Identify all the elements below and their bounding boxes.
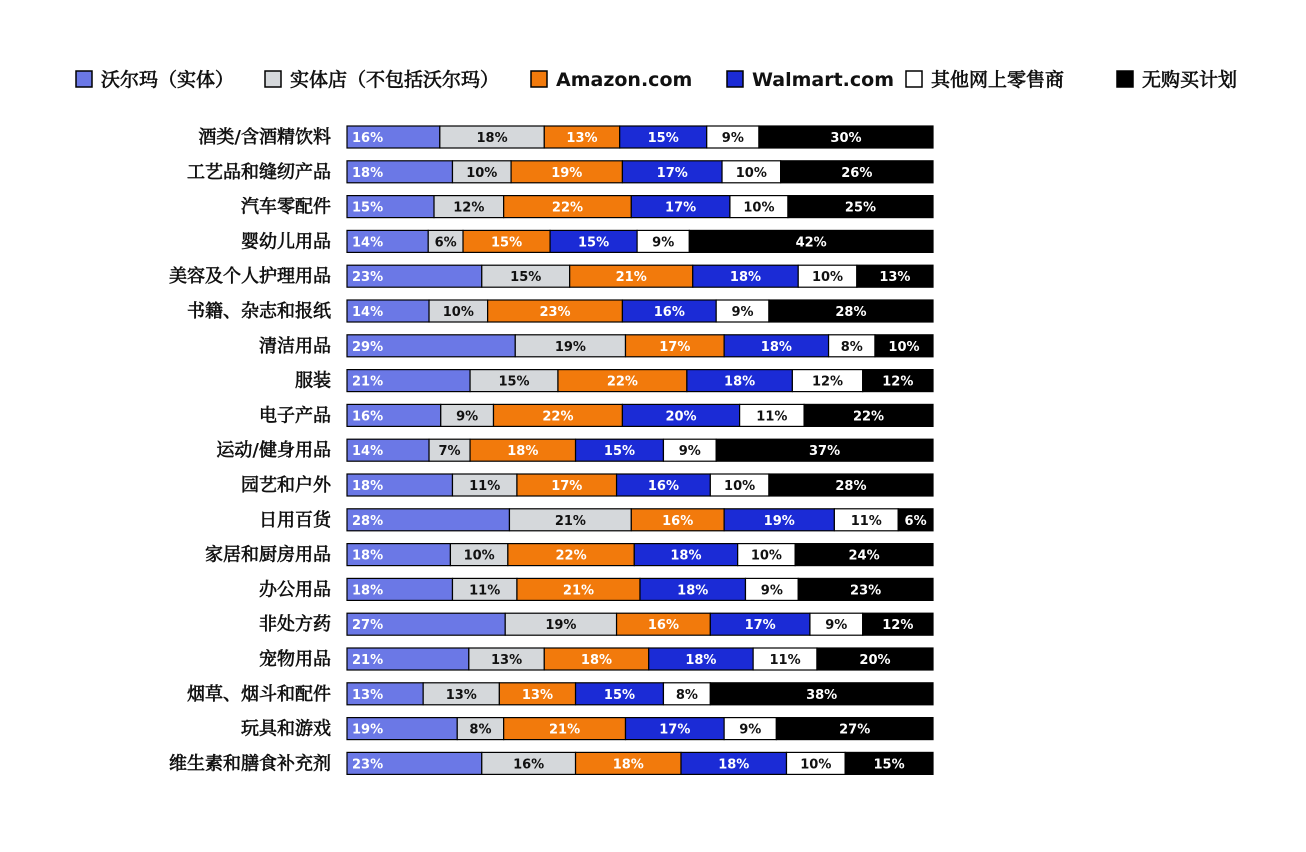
bar-row bbox=[347, 474, 933, 496]
category-label: 园艺和户外 bbox=[241, 475, 331, 496]
data-label: 30% bbox=[830, 131, 862, 146]
data-label: 42% bbox=[795, 235, 827, 251]
data-label: 10% bbox=[800, 757, 832, 773]
data-label: 17% bbox=[659, 722, 691, 738]
data-label: 16% bbox=[647, 618, 680, 634]
data-label: 20% bbox=[859, 653, 891, 668]
category-label: 家居和厨房用品 bbox=[205, 544, 331, 566]
data-label: 22% bbox=[542, 409, 574, 425]
bar-row bbox=[347, 544, 933, 566]
data-label: 12% bbox=[882, 618, 914, 634]
data-label: 22% bbox=[555, 548, 587, 564]
data-label: 18% bbox=[729, 270, 762, 286]
category-label: 电子产品 bbox=[259, 405, 331, 427]
bar-row bbox=[347, 370, 933, 392]
data-label: 9% bbox=[731, 305, 754, 320]
category-label: 书籍、杂志和报纸 bbox=[187, 301, 331, 322]
data-label: 15% bbox=[603, 444, 636, 460]
bar-row bbox=[347, 230, 933, 252]
category-label: 维生素和膳食补充剂 bbox=[169, 753, 331, 775]
data-label: 19% bbox=[554, 339, 586, 355]
bar-row bbox=[347, 613, 933, 635]
data-label: 18% bbox=[612, 757, 644, 773]
data-label: 15% bbox=[510, 270, 542, 286]
data-label: 6% bbox=[434, 235, 457, 251]
data-label: 23% bbox=[352, 270, 384, 286]
data-label: 10% bbox=[466, 165, 498, 181]
data-label: 15% bbox=[873, 757, 905, 773]
data-label: 9% bbox=[739, 722, 762, 738]
bar-row bbox=[347, 126, 933, 148]
legend-swatch bbox=[727, 71, 743, 87]
chart-legend bbox=[76, 68, 1237, 91]
data-label: 10% bbox=[888, 339, 920, 355]
data-label: 12% bbox=[453, 200, 485, 216]
data-label: 9% bbox=[678, 444, 701, 460]
data-label: 11% bbox=[469, 583, 501, 599]
legend-swatch bbox=[531, 71, 547, 87]
category-label: 日用百货 bbox=[259, 509, 331, 531]
data-label: 18% bbox=[352, 583, 384, 599]
data-label: 13% bbox=[879, 270, 911, 286]
data-label: 27% bbox=[839, 722, 871, 738]
data-label: 25% bbox=[844, 200, 877, 216]
data-label: 17% bbox=[665, 200, 697, 216]
bar-row bbox=[347, 196, 933, 218]
data-label: 28% bbox=[835, 479, 867, 494]
category-label: 玩具和游戏 bbox=[241, 718, 331, 740]
category-label: 婴幼儿用品 bbox=[241, 231, 331, 253]
data-label: 9% bbox=[456, 409, 479, 425]
data-label: 18% bbox=[677, 583, 709, 599]
data-label: 17% bbox=[551, 479, 583, 494]
data-label: 13% bbox=[566, 131, 598, 146]
data-label: 14% bbox=[352, 235, 384, 251]
data-label: 18% bbox=[724, 374, 756, 390]
data-label: 10% bbox=[724, 479, 756, 494]
legend-item-3 bbox=[727, 69, 894, 91]
data-label: 9% bbox=[721, 131, 744, 146]
bar-row bbox=[347, 752, 933, 774]
data-label: 21% bbox=[352, 374, 384, 390]
category-axis-labels bbox=[169, 126, 332, 774]
data-label: 13% bbox=[521, 687, 554, 703]
bar-row bbox=[347, 683, 933, 705]
bar-rows bbox=[347, 126, 933, 774]
data-label: 6% bbox=[904, 513, 927, 529]
data-label: 22% bbox=[852, 409, 885, 425]
data-label: 16% bbox=[662, 513, 694, 529]
data-label: 21% bbox=[352, 653, 384, 668]
data-label: 7% bbox=[438, 444, 461, 460]
category-label: 工艺品和缝纫产品 bbox=[187, 161, 331, 183]
data-label: 8% bbox=[675, 687, 698, 703]
data-label: 15% bbox=[578, 235, 610, 251]
data-label: 19% bbox=[763, 513, 795, 529]
data-label: 23% bbox=[850, 583, 882, 599]
data-label: 16% bbox=[513, 757, 545, 773]
data-label: 14% bbox=[352, 444, 384, 460]
legend-item-0 bbox=[76, 68, 234, 91]
bar-row bbox=[347, 404, 933, 426]
data-label: 28% bbox=[352, 513, 384, 529]
legend-swatch bbox=[76, 71, 92, 87]
data-label: 24% bbox=[848, 548, 880, 564]
data-label: 27% bbox=[352, 618, 384, 634]
data-label: 26% bbox=[841, 165, 873, 181]
category-label: 服装 bbox=[295, 370, 331, 392]
data-label: 17% bbox=[656, 165, 688, 181]
bar-row bbox=[347, 718, 933, 740]
legend-swatch bbox=[1117, 71, 1133, 87]
data-label: 9% bbox=[652, 235, 675, 251]
data-label: 11% bbox=[756, 409, 788, 425]
legend-swatch bbox=[906, 71, 922, 87]
data-label: 19% bbox=[551, 165, 583, 181]
data-label: 20% bbox=[665, 409, 697, 425]
category-label: 办公用品 bbox=[259, 579, 331, 601]
category-label: 非处方药 bbox=[259, 614, 331, 636]
data-label: 15% bbox=[498, 374, 530, 390]
data-label: 10% bbox=[750, 548, 782, 564]
data-label: 37% bbox=[809, 444, 841, 460]
data-label: 12% bbox=[882, 374, 914, 390]
data-label: 15% bbox=[490, 235, 523, 251]
data-label: 29% bbox=[352, 339, 384, 355]
data-label: 18% bbox=[685, 653, 717, 668]
category-label: 宠物用品 bbox=[259, 649, 331, 670]
data-label: 18% bbox=[352, 548, 384, 564]
category-label: 美容及个人护理用品 bbox=[169, 266, 331, 288]
bar-row bbox=[347, 578, 933, 600]
data-label: 14% bbox=[352, 305, 384, 320]
bar-row bbox=[347, 648, 933, 670]
data-label: 13% bbox=[445, 687, 477, 703]
data-label: 18% bbox=[476, 131, 508, 146]
category-label: 运动/健身用品 bbox=[216, 440, 331, 462]
data-label: 21% bbox=[549, 722, 581, 738]
data-label: 17% bbox=[659, 339, 691, 355]
data-label: 10% bbox=[735, 165, 767, 181]
data-label: 18% bbox=[760, 339, 792, 355]
legend-label: Amazon.com bbox=[556, 69, 693, 91]
legend-item-2 bbox=[531, 69, 692, 91]
data-label: 19% bbox=[545, 618, 577, 634]
category-label: 烟草、烟斗和配件 bbox=[187, 683, 331, 705]
legend-item-1 bbox=[265, 68, 499, 91]
legend-item-5 bbox=[1117, 68, 1237, 91]
data-label: 10% bbox=[811, 270, 844, 286]
bar-row bbox=[347, 265, 933, 287]
data-label: 28% bbox=[835, 305, 867, 320]
bar-row bbox=[347, 509, 933, 531]
data-label: 10% bbox=[442, 305, 474, 320]
data-label: 17% bbox=[744, 618, 776, 634]
legend-swatch bbox=[265, 71, 281, 87]
data-label: 11% bbox=[850, 513, 882, 529]
data-label: 19% bbox=[352, 722, 384, 738]
bar-row bbox=[347, 439, 933, 461]
data-label: 18% bbox=[352, 479, 384, 494]
data-label: 16% bbox=[647, 479, 680, 494]
data-label: 18% bbox=[670, 548, 702, 564]
data-label: 10% bbox=[743, 200, 775, 216]
data-label: 23% bbox=[352, 757, 384, 773]
category-label: 清洁用品 bbox=[259, 335, 331, 357]
data-label: 13% bbox=[490, 653, 523, 668]
data-label: 15% bbox=[603, 687, 636, 703]
bar-row bbox=[347, 161, 933, 183]
data-label: 18% bbox=[507, 444, 539, 460]
data-label: 10% bbox=[463, 548, 495, 564]
data-label: 15% bbox=[352, 200, 384, 216]
category-label: 汽车零配件 bbox=[241, 196, 331, 218]
data-label: 18% bbox=[580, 653, 613, 668]
legend-label: 无购买计划 bbox=[1142, 69, 1238, 91]
data-label: 22% bbox=[551, 200, 584, 216]
legend-label: 实体店（不包括沃尔玛） bbox=[290, 69, 500, 91]
data-label: 8% bbox=[469, 722, 492, 738]
data-label: 11% bbox=[769, 653, 801, 668]
data-label: 21% bbox=[615, 270, 647, 286]
data-label: 12% bbox=[811, 374, 844, 390]
data-label: 18% bbox=[352, 165, 384, 181]
data-label: 9% bbox=[825, 618, 848, 634]
data-label: 13% bbox=[352, 687, 384, 703]
data-label: 16% bbox=[352, 409, 384, 425]
legend-label: Walmart.com bbox=[752, 69, 895, 91]
data-label: 21% bbox=[562, 583, 595, 599]
data-label: 38% bbox=[806, 687, 838, 703]
data-label: 8% bbox=[840, 339, 863, 355]
data-label: 22% bbox=[606, 374, 638, 390]
data-label: 23% bbox=[539, 305, 571, 320]
data-label: 18% bbox=[718, 757, 750, 773]
legend-item-4 bbox=[906, 68, 1064, 91]
legend-label: 沃尔玛（实体） bbox=[101, 69, 235, 91]
category-label: 酒类/含酒精饮料 bbox=[198, 127, 331, 148]
legend-label: 其他网上零售商 bbox=[931, 69, 1065, 91]
bar-row bbox=[347, 300, 933, 322]
data-label: 15% bbox=[647, 131, 679, 146]
data-label: 11% bbox=[469, 479, 501, 494]
data-label: 9% bbox=[760, 583, 783, 599]
bar-row bbox=[347, 335, 933, 357]
data-label: 16% bbox=[653, 305, 685, 320]
data-label: 21% bbox=[554, 513, 586, 529]
data-label: 16% bbox=[352, 131, 384, 146]
